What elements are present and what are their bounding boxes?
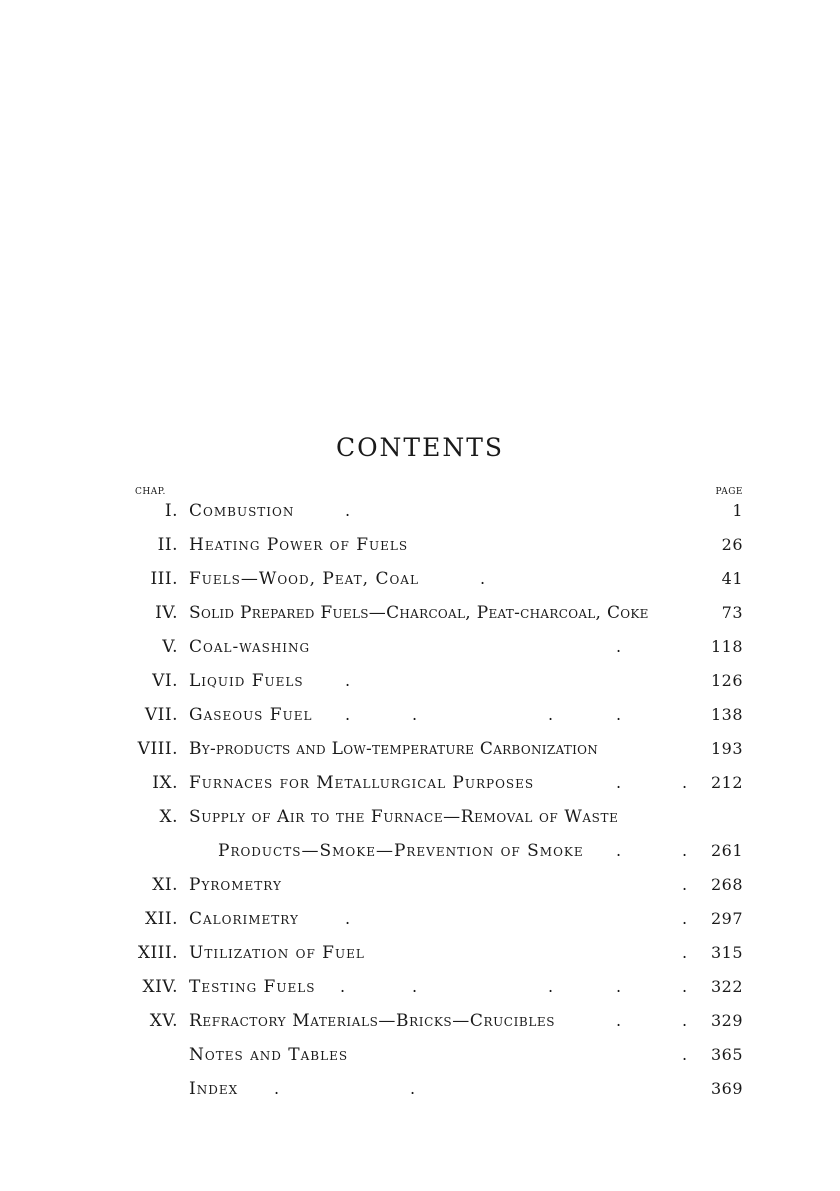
chapter-number: III. <box>150 569 178 589</box>
leader-dot: . <box>412 977 418 996</box>
leader-dot: . <box>616 637 622 656</box>
leader-dot: . <box>616 773 622 792</box>
toc-row <box>0 535 840 569</box>
page-number: 268 <box>710 875 743 894</box>
leader-dot: . <box>345 705 351 724</box>
chapter-number: XI. <box>152 875 178 895</box>
page-number: 212 <box>710 773 743 792</box>
leader-dot: . <box>682 943 688 962</box>
leader-dot: . <box>616 977 622 996</box>
chapter-number: VI. <box>152 671 178 691</box>
page-number: 26 <box>721 535 743 554</box>
toc-row <box>0 569 840 603</box>
chapter-title: Products—Smoke—Prevention of Smoke <box>218 841 584 861</box>
toc-row <box>0 637 840 671</box>
leader-dot: . <box>682 841 688 860</box>
toc-row <box>0 773 840 807</box>
chapter-number: IX. <box>152 773 178 793</box>
chapter-number: XII. <box>145 909 178 929</box>
leader-dot: . <box>682 909 688 928</box>
chapter-title: Refractory Materials—Bricks—Crucibles <box>189 1011 556 1031</box>
toc-row <box>0 841 840 875</box>
chapter-number: XV. <box>149 1011 178 1031</box>
leader-dot: . <box>682 875 688 894</box>
page-number: 193 <box>710 739 743 758</box>
leader-dot: . <box>345 909 351 928</box>
chapter-title: Gaseous Fuel <box>189 705 313 725</box>
chapter-number: I. <box>164 501 178 521</box>
chapter-title: Liquid Fuels <box>189 671 304 691</box>
leader-dot: . <box>480 569 486 588</box>
chapter-title: Fuels—Wood, Peat, Coal <box>189 569 419 589</box>
toc-row <box>0 1045 840 1079</box>
chapter-number: X. <box>159 807 178 827</box>
chapter-title: Pyrometry <box>189 875 282 895</box>
toc-row <box>0 1011 840 1045</box>
chapter-title: Heating Power of Fuels <box>189 535 409 555</box>
toc-row <box>0 739 840 773</box>
page-title: CONTENTS <box>335 433 505 462</box>
page-number: 369 <box>710 1079 743 1098</box>
chapter-title: Notes and Tables <box>189 1045 349 1065</box>
leader-dot: . <box>412 705 418 724</box>
page-number: 261 <box>710 841 743 860</box>
page-number: 315 <box>710 943 743 962</box>
chapter-title: Furnaces for Metallurgical Purposes <box>189 773 535 793</box>
leader-dot: . <box>548 977 554 996</box>
page-number: 322 <box>710 977 743 996</box>
page-number: 41 <box>721 569 743 588</box>
chapter-title: Calorimetry <box>189 909 299 929</box>
page-number: 1 <box>732 501 743 520</box>
toc-row <box>0 977 840 1011</box>
leader-dot: . <box>410 1079 416 1098</box>
chapter-number: VIII. <box>137 739 178 759</box>
chapter-number: XIII. <box>137 943 178 963</box>
chapter-number: IV. <box>155 603 178 623</box>
chapter-number: V. <box>162 637 178 657</box>
page-column-header: PAGE <box>715 487 743 497</box>
leader-dot: . <box>616 705 622 724</box>
chapter-number: II. <box>157 535 178 555</box>
toc-row <box>0 501 840 535</box>
page-number: 329 <box>710 1011 743 1030</box>
toc-row <box>0 1079 840 1113</box>
toc-row <box>0 705 840 739</box>
toc-row <box>0 807 840 841</box>
leader-dot: . <box>682 1045 688 1064</box>
chapter-title: Index <box>189 1079 239 1099</box>
page-number: 73 <box>721 603 743 622</box>
page-number: 118 <box>710 637 743 656</box>
toc-row <box>0 909 840 943</box>
chapter-number: XIV. <box>142 977 178 997</box>
chapter-title: Utilization of Fuel <box>189 943 365 963</box>
page-number: 297 <box>710 909 743 928</box>
chapter-title: Supply of Air to the Furnace—Removal of Waste <box>189 807 619 827</box>
leader-dot: . <box>682 977 688 996</box>
leader-dot: . <box>340 977 346 996</box>
toc-row <box>0 671 840 705</box>
page-number: 138 <box>710 705 743 724</box>
leader-dot: . <box>616 841 622 860</box>
chapter-title: Combustion <box>189 501 295 521</box>
toc-row <box>0 875 840 909</box>
leader-dot: . <box>548 705 554 724</box>
leader-dot: . <box>682 1011 688 1030</box>
toc-row <box>0 943 840 977</box>
page-number: 126 <box>710 671 743 690</box>
leader-dot: . <box>274 1079 280 1098</box>
leader-dot: . <box>345 501 351 520</box>
leader-dot: . <box>345 671 351 690</box>
leader-dot: . <box>616 1011 622 1030</box>
chapter-title: By-products and Low-temperature Carbonization <box>189 739 599 759</box>
chapter-column-header: CHAP. <box>135 487 166 497</box>
page-number: 365 <box>710 1045 743 1064</box>
toc-row <box>0 603 840 637</box>
chapter-number: VII. <box>144 705 178 725</box>
leader-dot: . <box>682 773 688 792</box>
chapter-title: Coal-washing <box>189 637 311 657</box>
chapter-title: Solid Prepared Fuels—Charcoal, Peat-charcoal, Coke <box>189 603 649 623</box>
chapter-title: Testing Fuels <box>189 977 316 997</box>
